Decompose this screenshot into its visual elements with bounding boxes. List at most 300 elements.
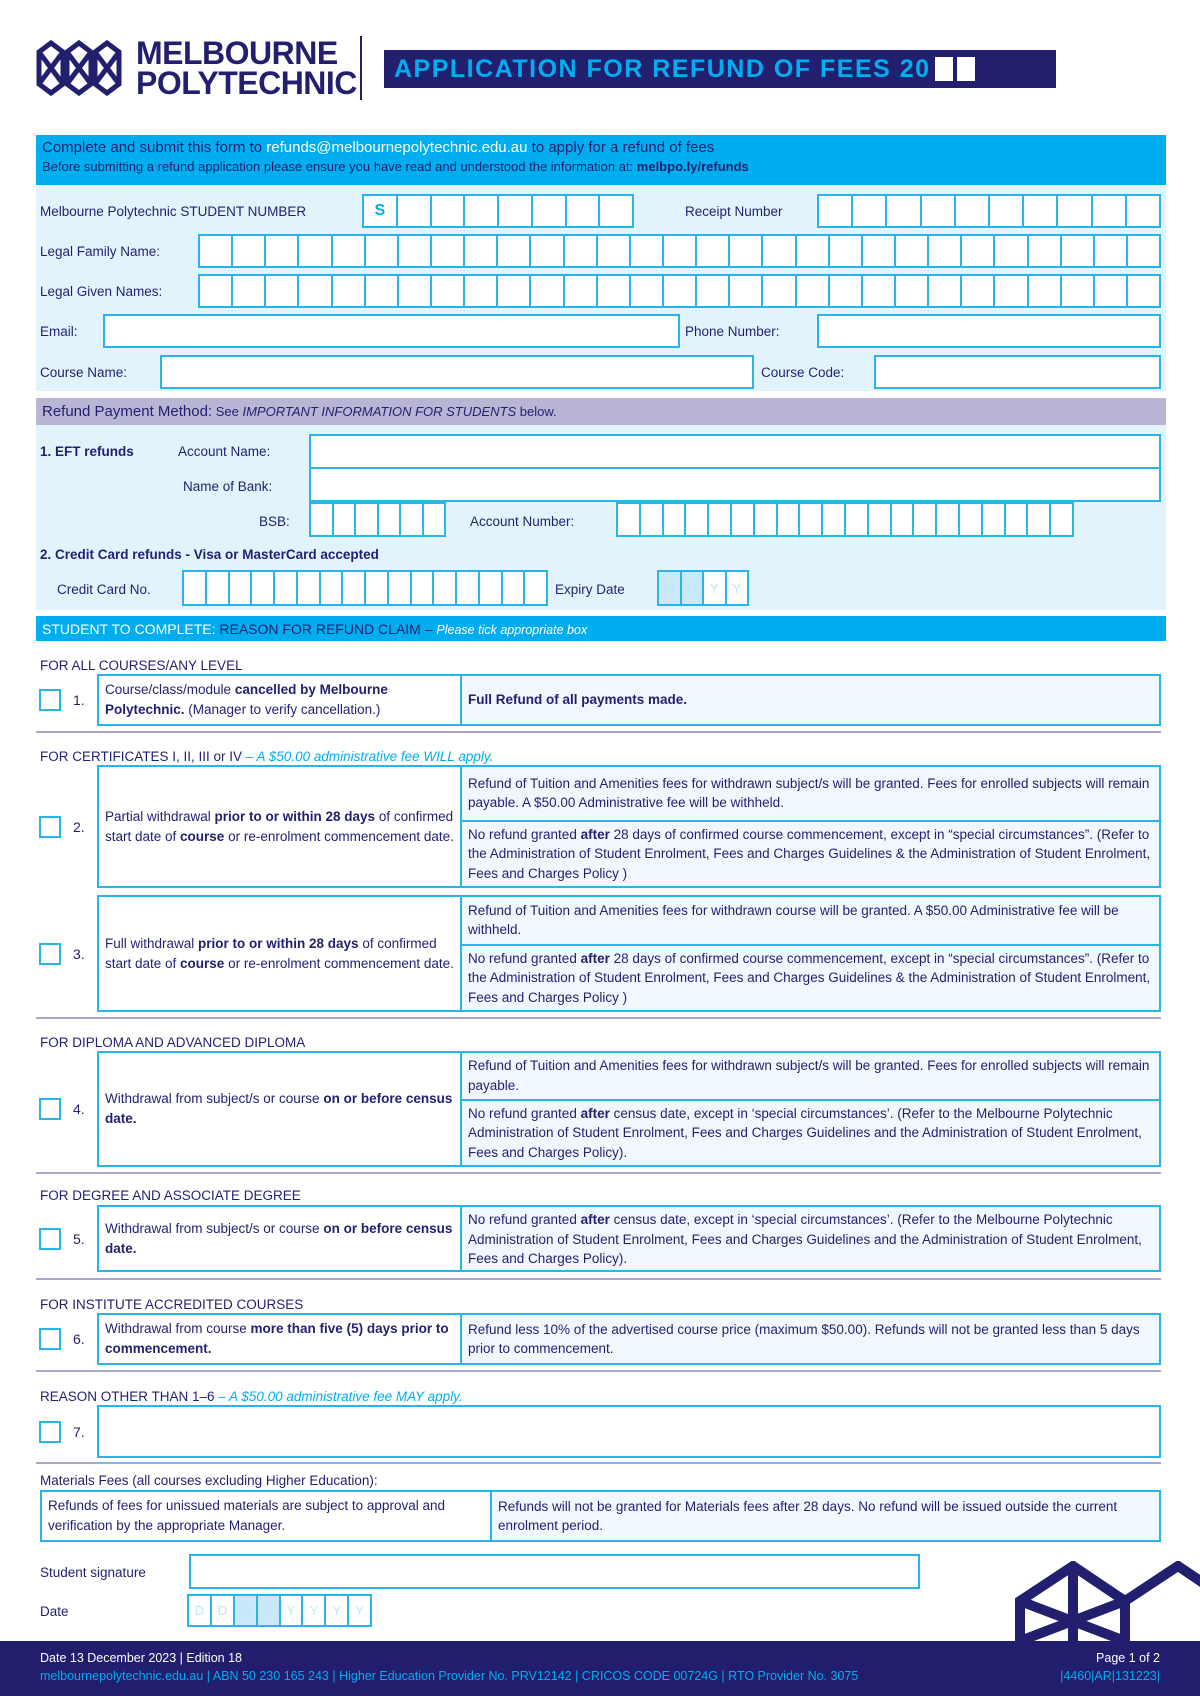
- emphasis-text: course: [180, 955, 225, 971]
- intro-line2: [42, 159, 1160, 174]
- character-box[interactable]: [730, 504, 753, 535]
- character-box[interactable]: [662, 236, 695, 266]
- account-name-input[interactable]: [309, 434, 1161, 469]
- receipt-number-field[interactable]: [817, 194, 1161, 228]
- character-box[interactable]: [954, 196, 988, 226]
- character-box[interactable]: [894, 236, 927, 266]
- character-box[interactable]: [795, 236, 828, 266]
- expiry-label: Expiry Date: [555, 582, 625, 597]
- character-box[interactable]: [200, 276, 231, 306]
- character-box[interactable]: [563, 276, 596, 306]
- emphasis-text: course: [180, 828, 225, 844]
- bank-label: Name of Bank:: [183, 479, 273, 494]
- character-box[interactable]: [319, 572, 342, 604]
- payment-heading-title: Refund Payment Method:: [42, 403, 213, 420]
- outcome-text: [462, 1053, 1159, 1099]
- payment-note-italic: IMPORTANT INFORMATION FOR STUDENTS: [242, 404, 517, 419]
- character-box[interactable]: [761, 276, 794, 306]
- family-name-field[interactable]: [198, 234, 1161, 268]
- logo-line1: MELBOURNE: [136, 35, 338, 71]
- reason-number: 7.: [73, 1423, 85, 1440]
- character-box[interactable]: [1093, 276, 1126, 306]
- character-box[interactable]: [463, 276, 496, 306]
- character-box[interactable]: [844, 504, 867, 535]
- character-box[interactable]: [1027, 236, 1060, 266]
- reason-outcome: [462, 897, 1159, 1010]
- character-box[interactable]: [364, 572, 387, 604]
- emphasis-text: after: [580, 1212, 610, 1227]
- text: 28 days of confirmed course commencement, except in “special circumstances”. (Refer to the Administration of Student Enrolment, Fees and Charges Guidelines & the Administration of Student Enrolment, Fees and Charges Policy ): [468, 950, 1151, 1005]
- phone-label: Phone Number:: [685, 324, 780, 339]
- character-box[interactable]: [728, 236, 761, 266]
- reason-row-4: [97, 1051, 1161, 1167]
- character-box[interactable]: [684, 504, 707, 535]
- text: census date, except in ‘special circumstances’. (Refer to the Melbourne Polytechnic Administration of Student Enrolment, Fees and Charges Guidelines and the Administration of Student Enrolment, Fees and Charges Policy).: [468, 1212, 1142, 1266]
- emphasis-text: Full Refund of all payments made.: [468, 692, 688, 708]
- reason-row-7[interactable]: [97, 1405, 1161, 1458]
- section-divider: [36, 1172, 1161, 1174]
- character-box[interactable]: [228, 572, 251, 604]
- character-box[interactable]: [1022, 196, 1056, 226]
- character-box[interactable]: [912, 504, 935, 535]
- text: Full withdrawal: [105, 935, 199, 951]
- section-heading: [40, 1297, 303, 1312]
- reason-outcome: [462, 1053, 1159, 1165]
- credit-card-field[interactable]: [182, 570, 548, 606]
- character-box[interactable]: [890, 504, 913, 535]
- character-box[interactable]: Y: [279, 1596, 302, 1625]
- character-box[interactable]: [231, 236, 264, 266]
- character-box[interactable]: [728, 276, 761, 306]
- character-box[interactable]: Y: [725, 572, 748, 604]
- outcome-text: [462, 944, 1159, 1011]
- text: 28 days of confirmed course commencement, except in “special circumstances”. (Refer to the Administration of Student Enrolment, Fees and Charges Guidelines & the Administration of Student Enrolment, Fees and Charges Policy ): [468, 826, 1151, 881]
- character-box[interactable]: [1004, 504, 1027, 535]
- text: census date, except in ‘special circumstances’. (Refer to the Melbourne Polytechnic Administration of Student Enrolment, Fees and Charges Guidelines and the Administration of Student Enrolment, Fees and Charges Policy).: [468, 1105, 1142, 1160]
- character-box[interactable]: [753, 504, 776, 535]
- character-box[interactable]: [478, 572, 501, 604]
- course-name-label: Course Name:: [40, 365, 128, 380]
- outcome-text: [462, 897, 1159, 944]
- section-heading: [40, 1035, 305, 1050]
- character-box[interactable]: [1126, 236, 1159, 266]
- emphasis-text: on or before census date.: [105, 1220, 453, 1256]
- character-box[interactable]: [341, 572, 364, 604]
- family-name-label: Legal Family Name:: [40, 244, 161, 259]
- character-box[interactable]: [1026, 504, 1049, 535]
- cc-label: Credit Card No.: [57, 582, 151, 597]
- signature-input[interactable]: [189, 1554, 920, 1589]
- reason-1-checkbox[interactable]: [39, 689, 61, 711]
- text: Refund of Tuition and Amenities fees for withdrawn subject/s will be granted. Fees for enrolled subjects will remain payable.: [468, 1058, 1150, 1093]
- character-box[interactable]: [231, 276, 264, 306]
- year-box[interactable]: [957, 57, 975, 81]
- section-note: – A $50.00 administrative fee WILL apply.: [242, 749, 494, 764]
- character-box[interactable]: [565, 196, 599, 226]
- given-names-field[interactable]: [198, 274, 1161, 308]
- eft-label: 1. EFT refunds: [40, 444, 134, 459]
- payment-note: below.: [516, 404, 557, 419]
- character-box[interactable]: [960, 236, 993, 266]
- character-box[interactable]: [364, 276, 397, 306]
- emphasis-text: more than five (5) days prior to commencement.: [105, 1321, 449, 1356]
- text: No refund granted: [468, 1212, 581, 1227]
- character-box[interactable]: Y: [702, 572, 725, 604]
- account-name-label: Account Name:: [178, 444, 271, 459]
- reason-4-checkbox[interactable]: [39, 1098, 61, 1120]
- character-box[interactable]: M: [680, 572, 703, 604]
- reason-row-3: [97, 895, 1161, 1012]
- page-title: [384, 50, 1056, 88]
- section-heading: [40, 1188, 301, 1203]
- character-box[interactable]: [1091, 196, 1125, 226]
- character-box[interactable]: [497, 196, 531, 226]
- emphasis-text: prior to or within 28 days: [214, 808, 376, 824]
- character-box[interactable]: [629, 276, 662, 306]
- text: Refunds will not be granted for Materials fees after 28 days. No refund will be issued outside the current enrolment period.: [498, 1498, 1118, 1533]
- given-names-label: Legal Given Names:: [40, 284, 163, 299]
- reason-5-checkbox[interactable]: [39, 1228, 61, 1250]
- character-box[interactable]: [205, 572, 228, 604]
- outcome-text: [462, 820, 1159, 887]
- emphasis-text: after: [580, 1105, 610, 1121]
- character-box[interactable]: [618, 504, 639, 535]
- character-box[interactable]: [432, 572, 455, 604]
- section-divider: [36, 1017, 1161, 1019]
- text: Withdrawal from subject/s or course: [105, 1091, 324, 1106]
- course-code-input[interactable]: [874, 355, 1161, 389]
- character-box[interactable]: [695, 236, 728, 266]
- intro-band: [36, 135, 1166, 185]
- receipt-number-label: Receipt Number: [685, 204, 783, 219]
- outcome-text: [462, 1315, 1159, 1363]
- character-box[interactable]: [776, 504, 799, 535]
- text: of confirmed start date of: [105, 935, 437, 971]
- character-box[interactable]: [596, 276, 629, 306]
- character-box[interactable]: D: [194, 1603, 205, 1618]
- character-box[interactable]: [819, 196, 851, 226]
- emphasis-text: after: [580, 950, 610, 966]
- reason-3-checkbox[interactable]: [39, 943, 61, 965]
- footer-edition: Date 13 December 2023 | Edition 18: [40, 1651, 242, 1665]
- character-box[interactable]: [264, 236, 297, 266]
- character-box[interactable]: [993, 236, 1026, 266]
- student-number-field[interactable]: [362, 194, 634, 228]
- character-box[interactable]: [828, 276, 861, 306]
- character-box[interactable]: [455, 572, 478, 604]
- materials-title: Materials Fees (all courses excluding Higher Education):: [40, 1473, 378, 1488]
- character-box[interactable]: D: [210, 1596, 233, 1625]
- intro-line1: [42, 139, 1160, 156]
- character-box[interactable]: [250, 572, 273, 604]
- character-box[interactable]: [1027, 276, 1060, 306]
- payment-heading: [36, 398, 1166, 425]
- character-box[interactable]: [861, 236, 894, 266]
- reason-outcome: [462, 1315, 1159, 1363]
- email-label: Email:: [40, 324, 78, 339]
- header-divider: [360, 36, 362, 100]
- character-box[interactable]: [1060, 236, 1093, 266]
- character-box[interactable]: [297, 276, 330, 306]
- bsb-label: BSB:: [259, 514, 290, 529]
- account-number-field[interactable]: [616, 502, 1074, 537]
- reason-description: [99, 1053, 462, 1165]
- character-box[interactable]: [531, 196, 565, 226]
- text: Refunds of fees for unissued materials are subject to approval and verification by the appropriate Manager.: [48, 1498, 445, 1533]
- character-box[interactable]: [798, 504, 821, 535]
- email-link[interactable]: refunds@melbournepolytechnic.edu.au: [266, 139, 528, 156]
- reason-number: 3.: [73, 945, 85, 962]
- reason-description: [99, 676, 462, 724]
- character-box[interactable]: [821, 504, 844, 535]
- character-box[interactable]: [707, 504, 730, 535]
- character-box[interactable]: [399, 504, 422, 535]
- bsb-field[interactable]: [309, 502, 446, 537]
- character-box[interactable]: [422, 504, 445, 535]
- reason-description: [99, 767, 462, 886]
- date-label: Date: [40, 1604, 69, 1619]
- character-box[interactable]: [958, 504, 981, 535]
- reason-2-checkbox[interactable]: [39, 816, 61, 838]
- section-divider: [36, 1370, 1161, 1372]
- section-heading: [40, 749, 493, 764]
- text: (Manager to verify cancellation.): [184, 702, 381, 717]
- text: Withdrawal from subject/s or course: [105, 1220, 324, 1236]
- emphasis-text: on or before census date.: [105, 1091, 453, 1126]
- reason-7-checkbox[interactable]: [39, 1421, 61, 1443]
- reason-6-checkbox[interactable]: [39, 1328, 61, 1350]
- character-box[interactable]: [851, 196, 885, 226]
- character-box[interactable]: M: [659, 572, 680, 604]
- character-box[interactable]: [1093, 236, 1126, 266]
- logo-mark-decoration-icon: [1015, 1561, 1200, 1641]
- reason-heading-note: Please tick appropriate box: [436, 623, 588, 637]
- section-title: FOR ALL COURSES/ANY LEVEL: [40, 658, 243, 673]
- character-box[interactable]: [410, 572, 433, 604]
- cc-heading: 2. Credit Card refunds - Visa or MasterCard accepted: [40, 547, 379, 562]
- reason-row-1: [97, 674, 1161, 726]
- text: Refund of Tuition and Amenities fees for withdrawn subject/s will be granted. Fees for enrolled subjects will remain payable. A $50.00 Administrative fee will be withheld.: [468, 775, 1150, 811]
- character-box[interactable]: Y: [347, 1596, 370, 1625]
- reason-number: 5.: [73, 1230, 85, 1247]
- character-box[interactable]: [332, 504, 355, 535]
- character-box[interactable]: [894, 276, 927, 306]
- character-box[interactable]: [396, 196, 430, 226]
- bank-name-input[interactable]: [309, 467, 1161, 502]
- text: Course/class/module: [105, 682, 235, 697]
- character-box[interactable]: [598, 196, 632, 226]
- character-box[interactable]: [885, 196, 919, 226]
- character-box[interactable]: [1126, 276, 1159, 306]
- intro-text: Complete and submit this form to: [42, 139, 267, 156]
- character-box[interactable]: [354, 504, 377, 535]
- section-title: FOR CERTIFICATES I, II, III or IV: [40, 749, 243, 764]
- title-text: APPLICATION FOR REFUND OF FEES 20: [394, 54, 931, 83]
- section-note: – A $50.00 administrative fee MAY apply.: [214, 1389, 463, 1404]
- character-box[interactable]: [364, 236, 397, 266]
- text: No refund granted: [468, 1105, 581, 1121]
- reason-row-2: [97, 765, 1161, 888]
- text: Withdrawal from course: [105, 1321, 251, 1336]
- reason-outcome: [462, 676, 1159, 724]
- course-code-label: Course Code:: [761, 365, 845, 380]
- text: No refund granted: [468, 950, 581, 966]
- intro-text: Before submitting a refund application please ensure you have read and understood the information at:: [42, 159, 637, 174]
- character-box[interactable]: [377, 504, 400, 535]
- character-box[interactable]: [629, 236, 662, 266]
- year-box[interactable]: [935, 57, 953, 81]
- character-box[interactable]: [993, 276, 1026, 306]
- reason-row-6: [97, 1313, 1161, 1365]
- character-box[interactable]: [273, 572, 296, 604]
- character-box[interactable]: [501, 572, 524, 604]
- character-box[interactable]: [1049, 504, 1072, 535]
- account-number-label: Account Number:: [470, 514, 575, 529]
- character-box[interactable]: [463, 196, 497, 226]
- reason-description: [99, 1315, 462, 1363]
- character-box[interactable]: [1056, 196, 1090, 226]
- character-box[interactable]: [523, 572, 546, 604]
- character-box[interactable]: [795, 276, 828, 306]
- text: Refund less 10% of the advertised course price (maximum $50.00). Refunds will not be granted less than 5 days prior to commencement.: [468, 1321, 1140, 1356]
- text: Partial withdrawal: [105, 808, 215, 824]
- character-box[interactable]: Y: [324, 1596, 347, 1625]
- character-box[interactable]: [200, 236, 231, 266]
- emphasis-text: cancelled by Melbourne Polytechnic.: [105, 682, 388, 717]
- refunds-link[interactable]: melbpo.ly/refunds: [636, 159, 749, 174]
- text: of confirmed start date of: [105, 808, 454, 844]
- text: Refund of Tuition and Amenities fees for withdrawn course will be granted. A $50.00 Administrative fee will be withheld.: [468, 902, 1119, 938]
- text: or re-enrolment commencement date.: [224, 955, 454, 971]
- phone-input[interactable]: [817, 314, 1161, 348]
- character-box[interactable]: [529, 236, 562, 266]
- outcome-text: [462, 767, 1159, 820]
- character-box[interactable]: [496, 276, 529, 306]
- character-box[interactable]: M: [233, 1596, 256, 1625]
- character-box[interactable]: [867, 504, 890, 535]
- logo-line2: POLYTECHNIC: [136, 65, 357, 101]
- reason-description: [99, 897, 462, 1010]
- character-box[interactable]: [828, 236, 861, 266]
- reason-number: 6.: [73, 1331, 85, 1347]
- character-box[interactable]: M: [256, 1596, 279, 1625]
- reason-heading-a: STUDENT TO COMPLETE:: [42, 621, 220, 637]
- section-divider: [36, 1278, 1161, 1280]
- reason-outcome: [462, 1207, 1159, 1270]
- date-field[interactable]: [187, 1594, 372, 1627]
- materials-row: [40, 1490, 1161, 1542]
- character-box[interactable]: [264, 276, 297, 306]
- form-code: |4460|AR|131223|: [1060, 1669, 1160, 1683]
- signature-label: Student signature: [40, 1565, 146, 1580]
- character-box[interactable]: [430, 196, 464, 226]
- reason-description: [99, 1207, 462, 1270]
- character-box[interactable]: [935, 504, 958, 535]
- section-title: FOR INSTITUTE ACCREDITED COURSES: [40, 1297, 304, 1312]
- character-box[interactable]: [430, 276, 463, 306]
- character-box[interactable]: [920, 196, 954, 226]
- footer-details: melbournepolytechnic.edu.au | ABN 50 230 165 243 | Higher Education Provider No. PRV12142 | CRICOS CODE 00724G | RTO Provider No. 3075: [40, 1669, 859, 1683]
- character-box[interactable]: [297, 236, 330, 266]
- character-box[interactable]: Y: [301, 1596, 324, 1625]
- student-number-label: Melbourne Polytechnic STUDENT NUMBER: [40, 204, 307, 219]
- payment-note: See: [212, 404, 243, 419]
- intro-text: to apply for a refund of fees: [527, 139, 715, 156]
- character-box[interactable]: [695, 276, 728, 306]
- section-heading: [40, 1389, 463, 1404]
- section-divider: [36, 1462, 1161, 1464]
- logo-mark-icon: [36, 40, 126, 96]
- outcome-text: [462, 1207, 1159, 1272]
- character-box[interactable]: [662, 504, 685, 535]
- character-box[interactable]: [927, 236, 960, 266]
- character-box[interactable]: [981, 504, 1004, 535]
- reason-number: 1.: [73, 692, 85, 708]
- character-box[interactable]: [861, 276, 894, 306]
- character-box[interactable]: [1125, 196, 1159, 226]
- character-box[interactable]: [596, 236, 629, 266]
- section-title: FOR DEGREE AND ASSOCIATE DEGREE: [40, 1188, 301, 1203]
- text: or re-enrolment commencement date.: [224, 828, 454, 844]
- materials-left: [42, 1492, 492, 1540]
- character-box[interactable]: [1060, 276, 1093, 306]
- expiry-field[interactable]: [657, 570, 749, 606]
- materials-right-text: [492, 1492, 1159, 1540]
- character-box[interactable]: [397, 236, 430, 266]
- character-box[interactable]: [331, 276, 364, 306]
- character-box[interactable]: [296, 572, 319, 604]
- character-box[interactable]: [563, 236, 596, 266]
- character-box[interactable]: [761, 236, 794, 266]
- character-box[interactable]: [331, 236, 364, 266]
- character-box[interactable]: [430, 236, 463, 266]
- outcome-text: [462, 676, 1159, 724]
- character-box[interactable]: [639, 504, 662, 535]
- character-box[interactable]: [927, 276, 960, 306]
- character-box[interactable]: [662, 276, 695, 306]
- character-box[interactable]: [988, 196, 1022, 226]
- reason-heading-b: REASON FOR REFUND CLAIM –: [219, 621, 437, 637]
- character-box[interactable]: [311, 504, 332, 535]
- section-divider: [36, 731, 1161, 733]
- reason-row-5: [97, 1205, 1161, 1272]
- email-input[interactable]: [103, 314, 680, 348]
- character-box[interactable]: [463, 236, 496, 266]
- character-box[interactable]: [184, 572, 205, 604]
- reason-number: 4.: [73, 1101, 85, 1117]
- footer: [0, 1641, 1200, 1696]
- section-heading: [40, 658, 243, 673]
- outcome-text: [462, 1099, 1159, 1166]
- character-box[interactable]: [960, 276, 993, 306]
- materials-right: [492, 1492, 1159, 1540]
- emphasis-text: prior to or within 28 days: [198, 935, 359, 951]
- course-name-input[interactable]: [160, 355, 754, 389]
- reason-heading: [36, 616, 1166, 641]
- reason-outcome: [462, 767, 1159, 886]
- character-box[interactable]: [397, 276, 430, 306]
- page-number: Page 1 of 2: [1096, 1651, 1160, 1665]
- section-title: FOR DIPLOMA AND ADVANCED DIPLOMA: [40, 1035, 306, 1050]
- student-number-prefix: S: [374, 202, 386, 219]
- character-box[interactable]: [387, 572, 410, 604]
- text: No refund granted: [468, 826, 581, 842]
- section-title: REASON OTHER THAN 1–6: [40, 1389, 215, 1404]
- emphasis-text: after: [580, 826, 610, 842]
- reason-number: 2.: [73, 818, 85, 835]
- character-box[interactable]: [529, 276, 562, 306]
- character-box[interactable]: [496, 236, 529, 266]
